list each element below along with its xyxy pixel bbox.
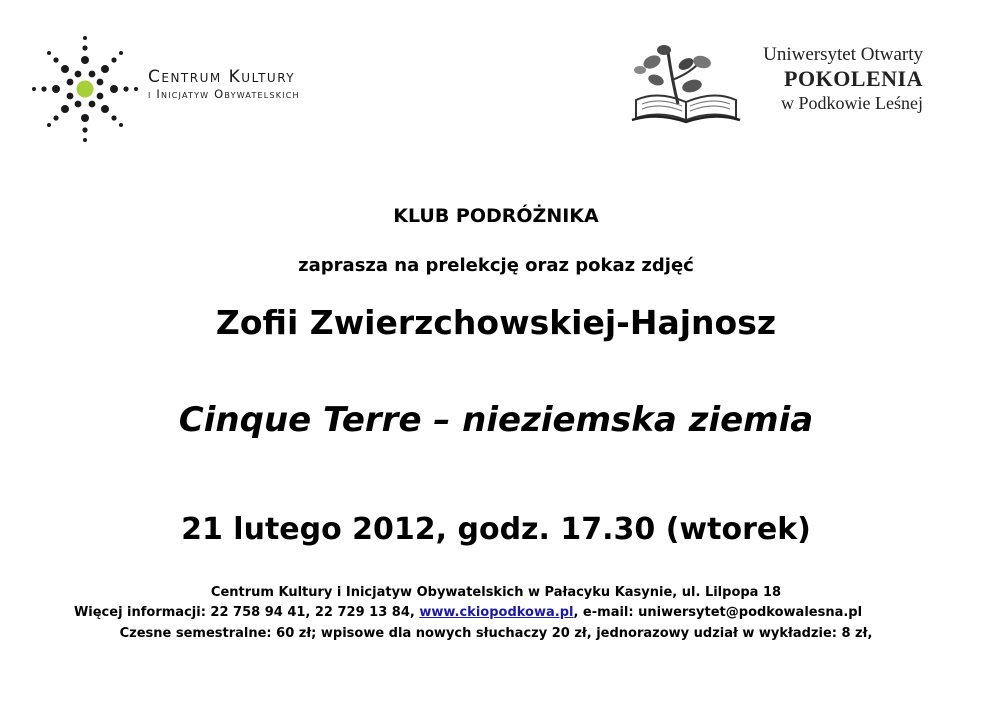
logo-left-line1: Centrum Kultury bbox=[148, 67, 296, 87]
logo-right-line3: w Podkowie Leśnej bbox=[781, 93, 923, 113]
invitation-line: zaprasza na prelekcję oraz pokaz zdjęć bbox=[298, 255, 694, 276]
speaker-name: Zofii Zwierzchowskiej-Hajnosz bbox=[215, 303, 777, 342]
sun-burst-icon bbox=[30, 34, 140, 144]
contact-prefix: Więcej informacji: 22 758 94 41, 22 729 13 84, bbox=[73, 605, 420, 620]
contact-info bbox=[0, 605, 964, 620]
contact-suffix: , e-mail: uniwersytet@podkowalesna.pl bbox=[573, 605, 863, 620]
website-link[interactable]: www.ckiopodkowa.pl bbox=[419, 605, 574, 620]
logo-right-line1: Uniwersytet Otwarty bbox=[763, 44, 923, 65]
uniwersytet-pokolenia-name bbox=[723, 44, 923, 114]
club-name: KLUB PODRÓŻNIKA bbox=[393, 205, 599, 227]
logo-left-line2: i Inicjatyw Obywatelskich bbox=[148, 87, 300, 101]
logo-right-line2: POKOLENIA bbox=[784, 66, 923, 91]
fees-info: Czesne semestralne: 60 zł; wpisowe dla nowych słuchaczy 20 zł, jednorazowy udział w wykładzie: 8 zł, bbox=[119, 626, 873, 641]
venue-info: Centrum Kultury i Inicjatyw Obywatelskich w Pałacyku Kasynie, ul. Lilpopa 18 bbox=[210, 585, 782, 600]
event-date: 21 lutego 2012, godz. 17.30 (wtorek) bbox=[181, 512, 811, 547]
centrum-kultury-name bbox=[148, 67, 300, 101]
centrum-kultury-logo bbox=[30, 34, 360, 144]
uniwersytet-pokolenia-logo bbox=[628, 38, 928, 128]
lecture-title: Cinque Terre – nieziemska ziemia bbox=[178, 400, 814, 440]
